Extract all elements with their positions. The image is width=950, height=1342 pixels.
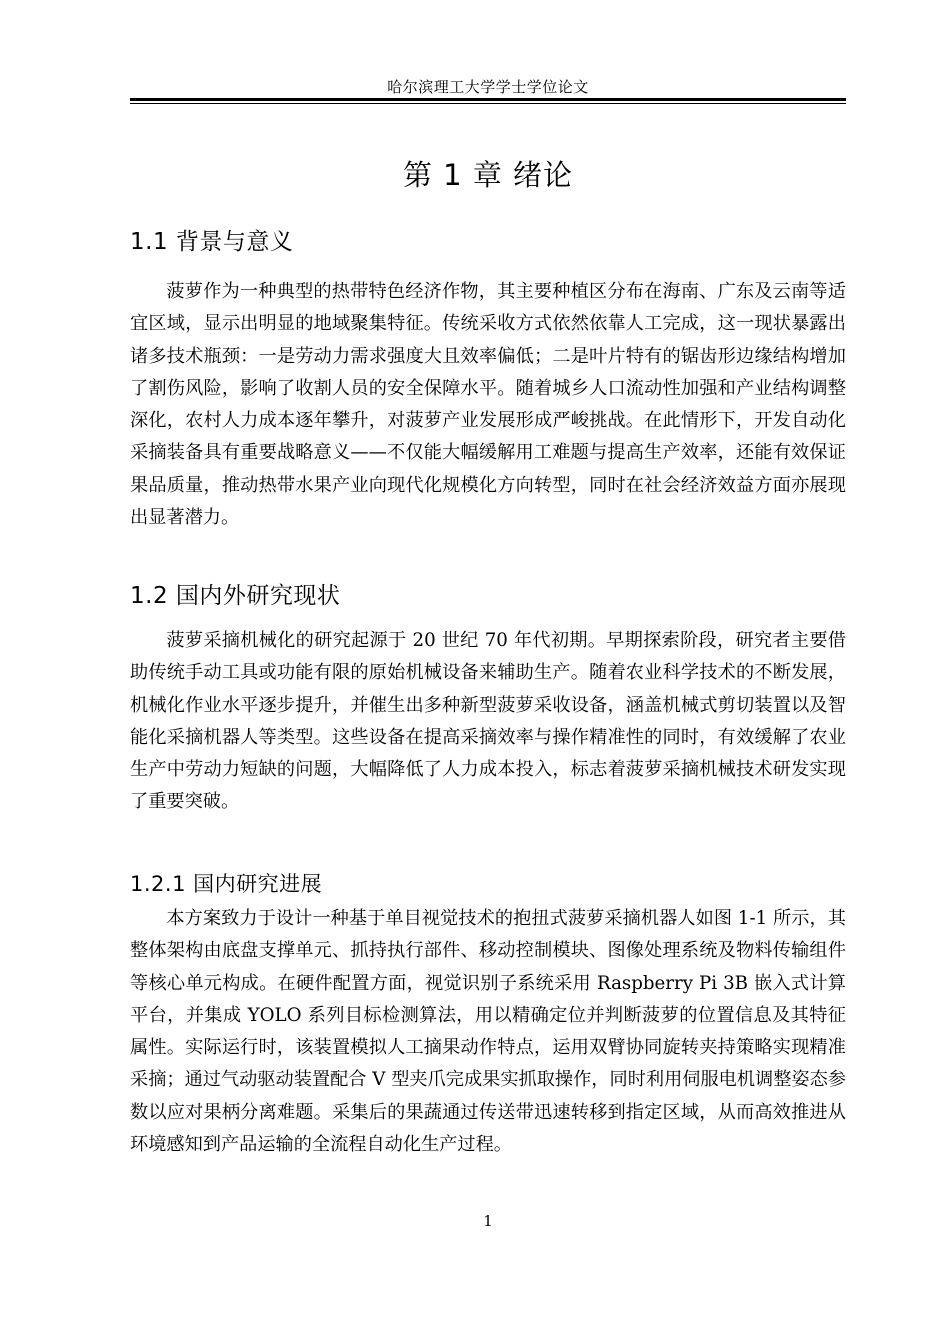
- subsection-paragraph-1-2-1: 本方案致力于设计一种基于单目视觉技术的抱扭式菠萝采摘机器人如图 1-1 所示，其整体架构由底盘支撑单元、抓持执行部件、移动控制模块、图像处理系统及物料传输组件等核心单元构成。在硬件配置方面，视觉识别子系统采用 Raspberry Pi 3B 嵌入式计算平台，并集成 YOLO 系列目标检测算法，用以精确定位并判断菠萝的位置信息及其特征属性。实际运行时，该装置模拟人工摘果动作特点，运用双臂协同旋转夹持策略实现精准采摘；通过气动驱动装置配合 V 型夹爪完成果实抓取操作，同时利用伺服电机调整姿态参数以应对果柄分离难题。采集后的果蔬通过传送带迅速转移到指定区域，从而高效推进从环境感知到产品运输的全流程自动化生产过程。: [130, 908, 846, 1156]
- section-heading-1-2: 1.2 国内外研究现状: [130, 583, 341, 609]
- subsection-heading-1-2-1: 1.2.1 国内研究进展: [130, 872, 323, 896]
- header-rule-thick: [130, 98, 846, 101]
- section-paragraph-1-2: 菠萝采摘机械化的研究起源于 20 世纪 70 年代初期。早期探索阶段，研究者主要借助传统手动工具或功能有限的原始机械设备来辅助生产。随着农业科学技术的不断发展，机械化作业水平逐步提升，并催生出多种新型菠萝采收设备，涵盖机械式剪切装置以及智能化采摘机器人等类型。这些设备在提高采摘效率与操作精准性的同时，有效缓解了农业生产中劳动力短缺的问题，大幅降低了人力成本投入，标志着菠萝采摘机械技术研发实现了重要突破。: [130, 630, 846, 813]
- chapter-title: 第 1 章 绪论: [402, 158, 574, 192]
- section-heading-1-1: 1.1 背景与意义: [130, 229, 294, 255]
- running-header: 哈尔滨理工大学学士学位论文: [387, 78, 589, 96]
- header-rule-thin: [130, 103, 846, 104]
- section-paragraph-1-1: 菠萝作为一种典型的热带特色经济作物，其主要种植区分布在海南、广东及云南等适宜区域，显示出明显的地域聚集特征。传统采收方式依然依靠人工完成，这一现状暴露出诸多技术瓶颈：一是劳动力需求强度大且效率偏低；二是叶片特有的锯齿形边缘结构增加了割伤风险，影响了收割人员的安全保障水平。随着城乡人口流动性加强和产业结构调整深化，农村人力成本逐年攀升，对菠萝产业发展形成严峻挑战。在此情形下，开发自动化采摘装备具有重要战略意义——不仅能大幅缓解用工难题与提高生产效率，还能有效保证果品质量，推动热带水果产业向现代化规模化方向转型，同时在社会经济效益方面亦展现出显著潜力。: [130, 281, 846, 529]
- page-number: 1: [483, 1212, 493, 1230]
